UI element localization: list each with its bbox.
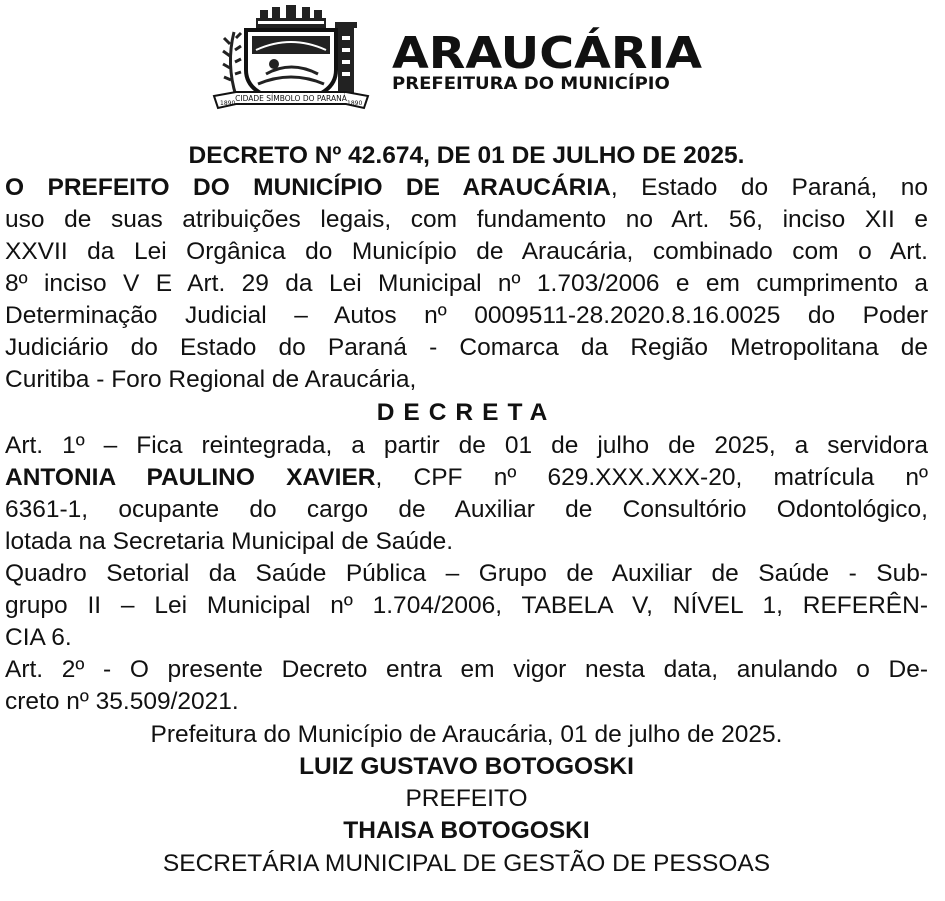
decreta-heading: DECRETA	[376, 399, 557, 426]
preamble-line-2: uso de suas atribuições legais, com fundamento no Art. 56, inciso XII e	[5, 206, 928, 233]
preamble-line-7: Curitiba - Foro Regional de Araucária,	[5, 366, 417, 393]
signer-name-mayor: LUIZ GUSTAVO BOTOGOSKI	[299, 753, 634, 780]
motto-ribbon	[214, 92, 368, 108]
preamble-authority: O PREFEITO DO MUNICÍPIO DE ARAUCÁRIA	[5, 174, 611, 201]
seal-year-left: 1890	[220, 100, 236, 107]
preamble-line-3: XXVII da Lei Orgânica do Município de Araucária, combinado com o Art.	[5, 238, 928, 265]
closing-line: Prefeitura do Município de Araucária, 01 de julho de 2025.	[150, 721, 783, 748]
art1-line-4: lotada na Secretaria Municipal de Saúde.	[5, 528, 454, 555]
signer-role-mayor: PREFEITO	[405, 785, 528, 812]
employee-name: ANTONIA PAULINO XAVIER	[5, 464, 376, 491]
page-header	[0, 0, 945, 135]
signer-role-secretary: SECRETÁRIA MUNICIPAL DE GESTÃO DE PESSOAS	[162, 850, 771, 877]
art1-line-1: Art. 1º – Fica reintegrada, a partir de 01 de julho de 2025, a servidora	[5, 432, 928, 459]
art1-line-2-rest: , CPF nº 629.XXX.XXX-20, matrícula nº	[375, 464, 928, 491]
quadro-line-2: grupo II – Lei Municipal nº 1.704/2006, TABELA V, NÍVEL 1, REFERÊN-	[5, 592, 928, 619]
crown-icon	[256, 5, 326, 28]
wheat-branch-icon	[223, 32, 241, 96]
seal-year-right: 1890	[347, 100, 363, 107]
preamble-line-1-rest: , Estado do Paraná, no	[610, 174, 929, 201]
preamble-line-5: Determinação Judicial – Autos nº 0009511-28.2020.8.16.0025 do Poder	[5, 302, 928, 329]
brand-subtitle: PREFEITURA DO MUNICÍPIO	[392, 74, 670, 94]
preamble-line-6: Judiciário do Estado do Paraná - Comarca da Região Metropolitana de	[5, 334, 928, 361]
art2-line-1: Art. 2º - O presente Decreto entra em vigor nesta data, anulando o De-	[5, 656, 928, 683]
tower-icon	[335, 22, 357, 96]
signer-name-secretary: THAISA BOTOGOSKI	[343, 817, 590, 844]
decree-title: DECRETO Nº 42.674, DE 01 DE JULHO DE 2025.	[188, 142, 745, 169]
quadro-line-3: CIA 6.	[5, 624, 72, 651]
municipal-coat-of-arms	[206, 4, 376, 116]
brand-title: ARAUCÁRIA	[392, 28, 702, 79]
art2-line-2: creto nº 35.509/2021.	[5, 688, 239, 715]
seal-motto: CIDADE SÍMBOLO DO PARANÁ	[235, 94, 347, 103]
preamble-line-4: 8º inciso V E Art. 29 da Lei Municipal nº 1.703/2006 e em cumprimento a	[5, 270, 928, 297]
preamble-line-1	[5, 172, 928, 204]
art1-line-2	[5, 462, 928, 494]
art1-line-3: 6361-1, ocupante do cargo de Auxiliar de Consultório Odontológico,	[5, 496, 928, 523]
quadro-line-1: Quadro Setorial da Saúde Pública – Grupo de Auxiliar de Saúde - Sub-	[5, 560, 928, 587]
